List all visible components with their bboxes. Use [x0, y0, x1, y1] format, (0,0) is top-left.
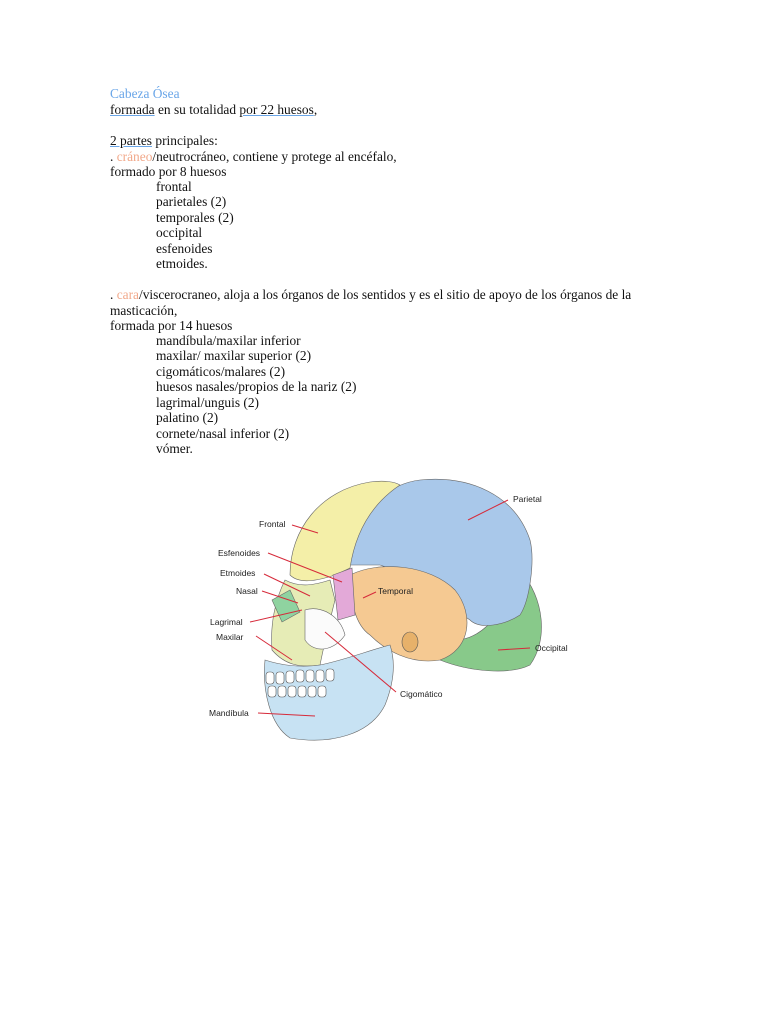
- cara-bone-item: lagrimal/unguis (2): [156, 395, 260, 410]
- cara-bone-item: cigomáticos/malares (2): [156, 364, 286, 379]
- text-totalidad: en su totalidad: [154, 102, 240, 117]
- word-formada: formada: [110, 102, 155, 117]
- intro-line: [110, 102, 317, 118]
- label-mandibula: Mandíbula: [209, 708, 249, 718]
- cara-line: [110, 287, 670, 319]
- label-esfenoides: Esfenoides: [218, 548, 261, 558]
- cara-bullet: .: [110, 287, 117, 302]
- label-maxilar: Maxilar: [216, 632, 244, 642]
- craneo-bone-item: parietales (2): [156, 194, 227, 209]
- cara-count: formada por 14 huesos: [110, 318, 233, 333]
- word-cara: cara: [116, 287, 139, 302]
- text-comma: ,: [313, 102, 318, 117]
- ear-canal: [402, 632, 418, 652]
- craneo-bone-item: temporales (2): [156, 210, 234, 225]
- cara-bone-item: palatino (2): [156, 410, 219, 425]
- craneo-count: formado por 8 huesos: [110, 164, 227, 179]
- label-lagrimal: Lagrimal: [210, 617, 243, 627]
- craneo-bone-item: esfenoides: [156, 241, 213, 256]
- text-principales: principales:: [152, 133, 218, 148]
- cara-bone-item: maxilar/ maxilar superior (2): [156, 348, 312, 363]
- skull-diagram: [200, 470, 600, 750]
- label-frontal: Frontal: [259, 519, 286, 529]
- cara-bone-item: huesos nasales/propios de la nariz (2): [156, 379, 357, 394]
- label-etmoides: Etmoides: [220, 568, 256, 578]
- label-parietal: Parietal: [513, 494, 542, 504]
- document-title: Cabeza Ósea: [110, 86, 180, 101]
- esfenoides-bone: [333, 568, 355, 620]
- label-nasal: Nasal: [236, 586, 258, 596]
- label-temporal: Temporal: [378, 586, 413, 596]
- label-occipital: Occipital: [535, 643, 568, 653]
- cara-bone-item: vómer.: [156, 441, 193, 456]
- partes-line: [110, 133, 218, 149]
- word-craneo: cráneo: [116, 149, 153, 164]
- text-22-huesos: por 22 huesos: [239, 102, 314, 117]
- text-2-partes: 2 partes: [110, 133, 153, 148]
- craneo-line: [110, 149, 397, 165]
- cara-bone-item: mandíbula/maxilar inferior: [156, 333, 301, 348]
- craneo-bone-item: etmoides.: [156, 256, 208, 271]
- label-cigomatico: Cigomático: [400, 689, 443, 699]
- craneo-bullet: .: [110, 149, 117, 164]
- craneo-bone-item: frontal: [156, 179, 192, 194]
- craneo-bone-item: occipital: [156, 225, 203, 240]
- cara-description: /viscerocraneo, aloja a los órganos de los sentidos y es el sitio de apoyo de los órganos de la masticación,: [110, 287, 632, 318]
- craneo-description: /neutrocráneo, contiene y protege al encéfalo,: [152, 149, 397, 164]
- cara-bone-item: cornete/nasal inferior (2): [156, 426, 290, 441]
